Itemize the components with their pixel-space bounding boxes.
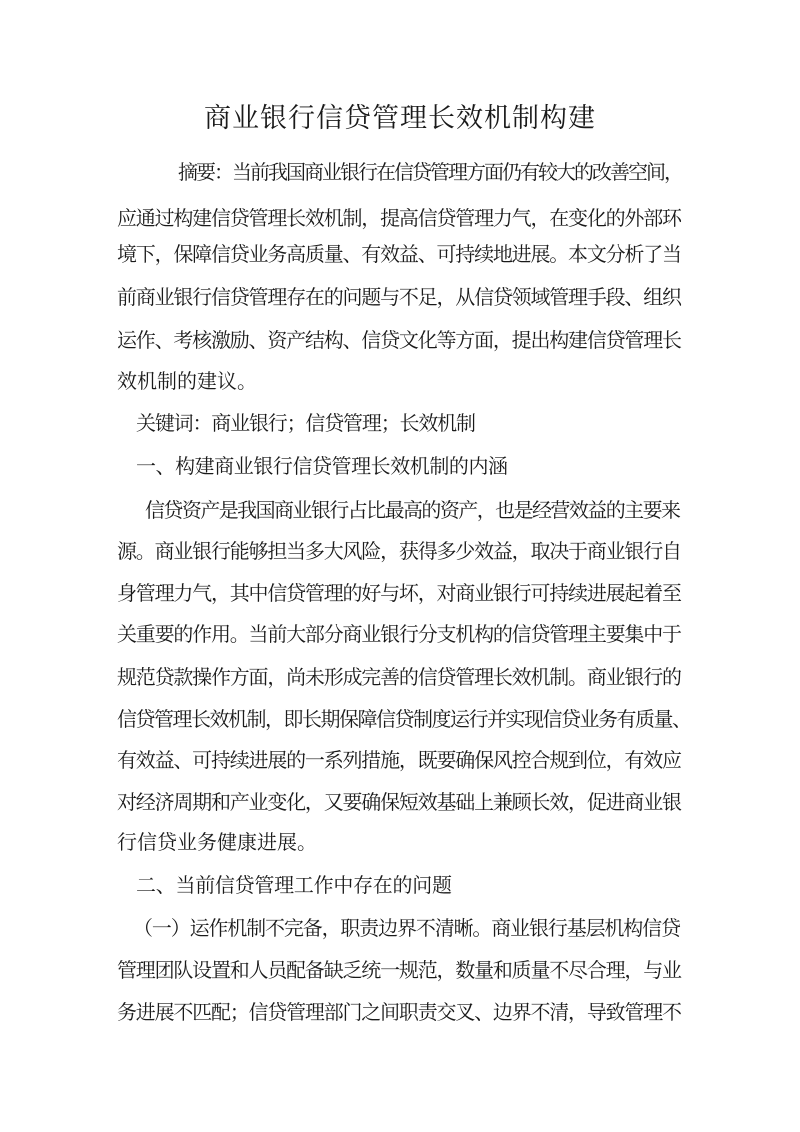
- body-line: 行信贷业务健康进展。: [117, 830, 317, 854]
- body-line: 信贷管理长效机制，即长期保障信贷制度运行并实现信贷业务有质量、: [117, 707, 691, 731]
- body-line: 有效益、可持续进展的一系列措施，既要确保风控合规到位，有效应: [117, 748, 681, 772]
- abstract-line: 效机制的建议。: [117, 369, 257, 393]
- abstract-line: 摘要：当前我国商业银行在信贷管理方面仍有较大的改善空间，: [178, 160, 682, 184]
- body-line: 身管理力气，其中信贷管理的好与坏，对商业银行可持续进展起着至: [117, 581, 681, 605]
- abstract-line: 应通过构建信贷管理长效机制，提高信贷管理力气，在变化的外部环: [117, 206, 681, 230]
- abstract-line: 运作、考核激励、资产结构、信贷文化等方面，提出构建信贷管理长: [117, 328, 681, 352]
- document-title: 商业银行信贷管理长效机制构建: [204, 103, 596, 134]
- section-heading: 二、当前信贷管理工作中存在的问题: [136, 873, 452, 897]
- keywords-line: 关键词：商业银行；信贷管理；长效机制: [136, 411, 475, 435]
- body-line: 源。商业银行能够担当多大风险，获得多少效益，取决于商业银行自: [117, 539, 681, 563]
- body-line: 关重要的作用。当前大部分商业银行分支机构的信贷管理主要集中于: [117, 622, 681, 646]
- body-line: 务进展不匹配；信贷管理部门之间职责交叉、边界不清，导致管理不: [117, 1000, 681, 1024]
- body-line: 管理团队设置和人员配备缺乏统一规范，数量和质量不尽合理，与业: [117, 958, 681, 982]
- body-line: （一）运作机制不完备，职责边界不清晰。商业银行基层机构信贷: [133, 916, 680, 940]
- abstract-line: 境下，保障信贷业务高质量、有效益、可持续地进展。本文分析了当: [117, 242, 681, 266]
- abstract-line: 前商业银行信贷管理存在的问题与不足，从信贷领域管理手段、组织: [117, 285, 681, 309]
- section-heading: 一、构建商业银行信贷管理长效机制的内涵: [136, 454, 508, 478]
- body-line: 规范贷款操作方面，尚未形成完善的信贷管理长效机制。商业银行的: [117, 665, 681, 689]
- body-line: 信贷资产是我国商业银行占比最高的资产，也是经营效益的主要来: [145, 498, 680, 522]
- body-line: 对经济周期和产业变化，又要确保短效基础上兼顾长效，促进商业银: [117, 790, 681, 814]
